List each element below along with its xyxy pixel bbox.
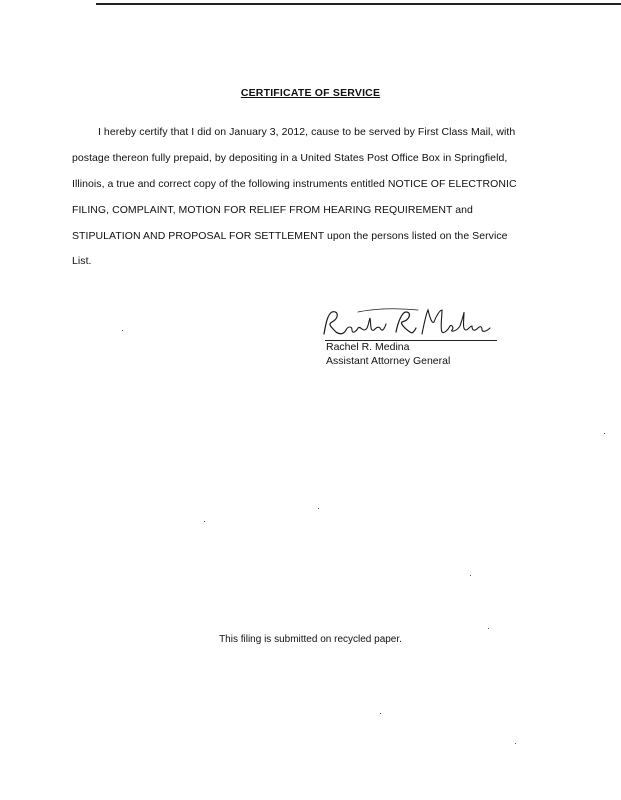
scan-speck bbox=[488, 628, 489, 629]
handwritten-signature bbox=[318, 304, 493, 342]
scan-speck bbox=[204, 521, 205, 522]
body-line-2: postage thereon fully prepaid, by depositing in a United States Post Office Box in Springfield, bbox=[72, 152, 508, 164]
signer-title: Assistant Attorney General bbox=[326, 355, 451, 367]
certificate-title: CERTIFICATE OF SERVICE bbox=[240, 87, 381, 99]
top-rule bbox=[96, 3, 621, 5]
signer-name: Rachel R. Medina bbox=[326, 341, 410, 353]
body-line-4: FILING, COMPLAINT, MOTION FOR RELIEF FROM HEARING REQUIREMENT and bbox=[72, 204, 473, 216]
scan-speck bbox=[515, 743, 516, 744]
scan-speck bbox=[470, 575, 471, 576]
body-line-5: STIPULATION AND PROPOSAL FOR SETTLEMENT upon the persons listed on the Service bbox=[72, 230, 508, 242]
scan-speck bbox=[604, 433, 605, 434]
scan-speck bbox=[122, 330, 123, 331]
body-line-3: Illinois, a true and correct copy of the following instruments entitled NOTICE OF ELECTRONIC bbox=[72, 178, 517, 190]
body-line-1: I hereby certify that I did on January 3, 2012, cause to be served by First Class Mail, with bbox=[98, 126, 516, 138]
recycled-paper-note: This filing is submitted on recycled paper. bbox=[219, 634, 402, 645]
scan-speck bbox=[380, 713, 381, 714]
body-line-6: List. bbox=[72, 255, 92, 267]
scan-speck bbox=[318, 508, 319, 509]
